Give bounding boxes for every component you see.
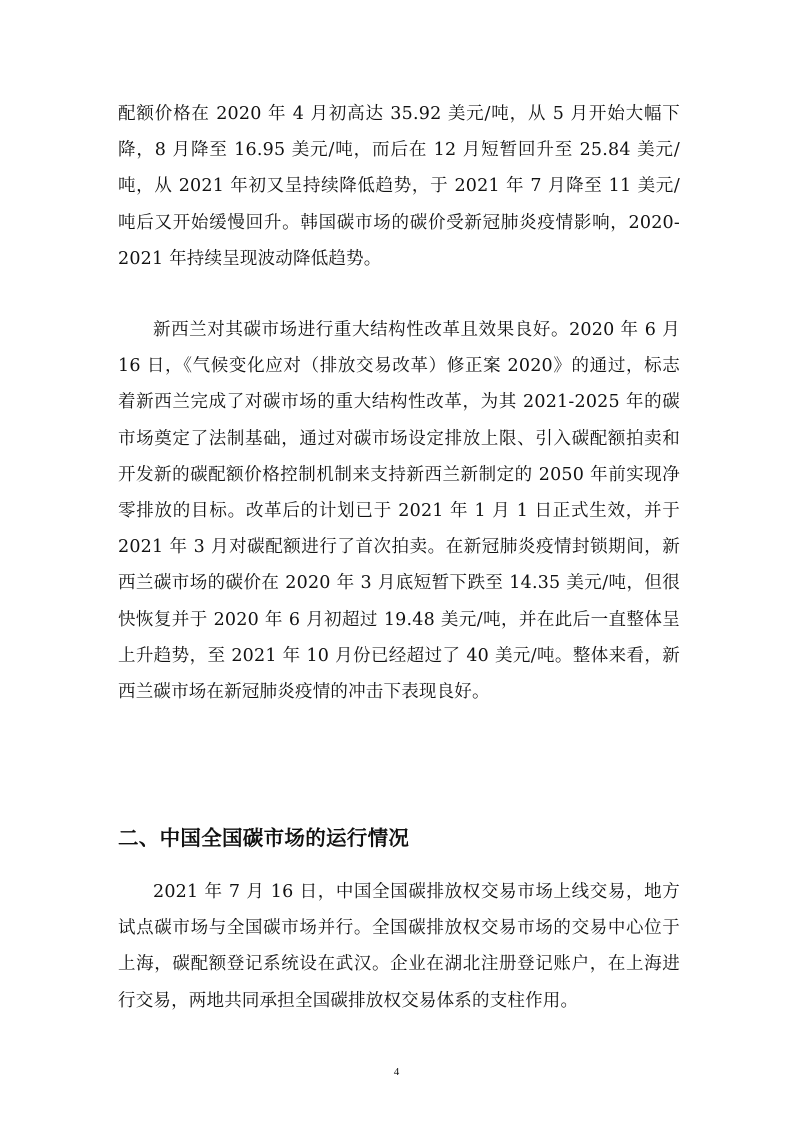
paragraph-new-zealand-reform: 新西兰对其碳市场进行重大结构性改革且效果良好。2020 年 6 月 16 日，《气候变化应对（排放交易改革）修正案 2020》的通过，标志着新西兰完成了对碳市场的重大结构性改革，为其 2021-2025 年的碳市场奠定了法制基础，通过对碳市场设定排放上限、引入碳配额拍卖和开发新的碳配额价格控制机制来支持新西兰新制定的 2050 年前实现净零排放的目标。改革后的计划已于 2021 年 1 月 1 日正式生效，并于 2021 年 3 月对碳配额进行了首次拍卖。在新冠肺炎疫情封锁期间，新西兰碳市场的碳价在 2020 年 3 月底短暂下跌至 14.35 美元/吨，但很快恢复并于 2020 年 6 月初超过 19.48 美元/吨，并在此后一直整体呈上升趋势，至 2021 年 10 月份已经超过了 40 美元/吨。整体来看，新西兰碳市场在新冠肺炎疫情的冲击下表现良好。	[118, 320, 680, 703]
section-heading: 二、中国全国碳市场的运行情况	[118, 826, 410, 850]
paragraph-korea-carbon-price: 配额价格在 2020 年 4 月初高达 35.92 美元/吨，从 5 月开始大幅下降，8 月降至 16.95 美元/吨，而后在 12 月短暂回升至 25.84 美元/吨，从 2021 年初又呈持续降低趋势，于 2021 年 7 月降至 11 美元/吨后又开始缓慢回升。韩国碳市场的碳价受新冠肺炎疫情影响，2020-2021 年持续呈现波动降低趋势。	[118, 104, 680, 269]
paragraph-china-national-market: 2021 年 7 月 16 日，中国全国碳排放权交易市场上线交易，地方试点碳市场与全国碳市场并行。全国碳排放权交易市场的交易中心位于上海，碳配额登记系统设在武汉。企业在湖北注册登记账户，在上海进行交易，两地共同承担全国碳排放权交易体系的支柱作用。	[118, 882, 680, 1011]
page-number: 4	[393, 1066, 400, 1078]
